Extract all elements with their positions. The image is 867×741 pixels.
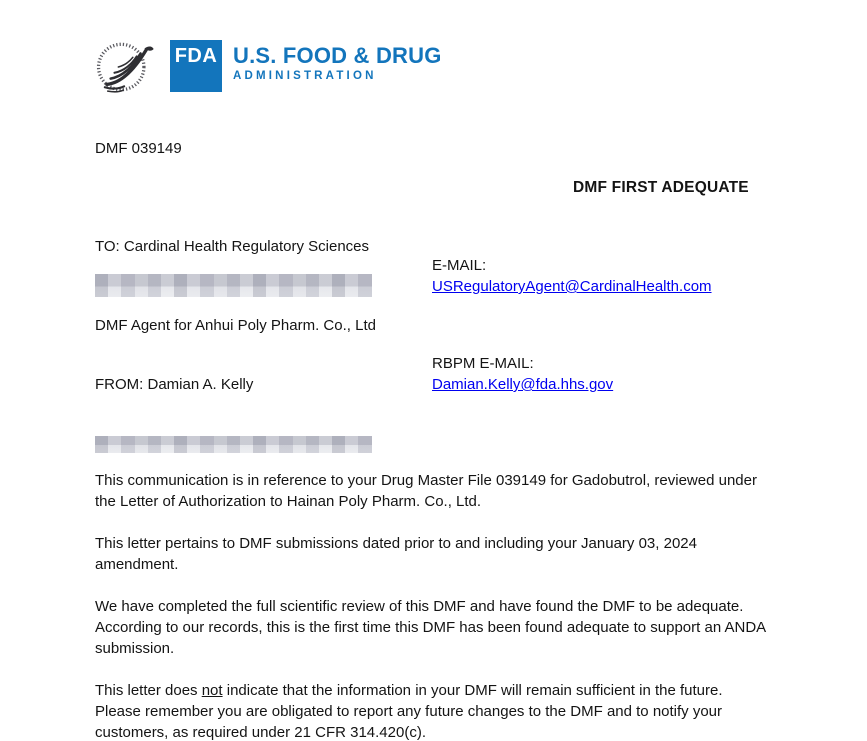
paragraph-disclaimer — [95, 680, 769, 741]
fda-wordmark — [233, 45, 442, 82]
paragraph-reference: This communication is in reference to your Drug Master File 039149 for Gadobutrol, reviewed under the Letter of Authorization to Hainan Poly Pharm. Co., Ltd. — [95, 472, 757, 510]
rbpm-email-link[interactable]: Damian.Kelly@fda.hhs.gov — [432, 376, 614, 393]
paragraph-review-result: We have completed the full scientific review of this DMF and have found the DMF to be adequate. According to our records, this is the first time this DMF has been found adequate to support an ANDA submission. — [95, 598, 766, 657]
disclaimer-not-underlined: not — [201, 682, 223, 699]
hhs-eagle-seal-icon — [95, 39, 161, 95]
dmf-number: DMF 039149 — [95, 140, 182, 157]
dmf-agent-line: DMF Agent for Anhui Poly Pharm. Co., Ltd — [95, 317, 376, 334]
to-line: TO: Cardinal Health Regulatory Sciences — [95, 238, 370, 255]
fda-logo — [95, 38, 442, 95]
email-label: E-MAIL: — [432, 257, 487, 274]
fda-wordmark-line2: ADMINISTRATION — [233, 70, 377, 82]
from-line: FROM: Damian A. Kelly — [95, 376, 254, 393]
paragraph-submissions: This letter pertains to DMF submissions dated prior to and including your January 03, 2024 amendment. — [95, 535, 697, 573]
fda-box-logo: FDA — [170, 40, 222, 92]
fda-wordmark-line1: U.S. FOOD & DRUG — [233, 43, 442, 68]
disclaimer-prefix: This letter does — [95, 682, 202, 699]
email-link[interactable]: USRegulatoryAgent@CardinalHealth.com — [432, 278, 712, 295]
letter-status-title: DMF FIRST ADEQUATE — [573, 179, 749, 196]
disclaimer-suffix: indicate that the information in your DMF will remain sufficient in the future. Please remember you are obligated to report any future changes to the DMF and to notify your customers, as required under 21 CFR 314.420(c). — [95, 682, 723, 741]
letter-body — [95, 470, 769, 741]
rbpm-email-label: RBPM E-MAIL: — [432, 355, 534, 372]
redacted-date-block — [95, 436, 372, 453]
redacted-address-block — [95, 274, 372, 297]
